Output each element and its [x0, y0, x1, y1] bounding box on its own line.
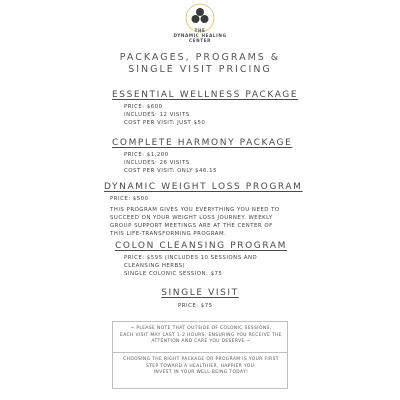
colon-price-line1: PRICE: $595 (INCLUDES 10 SESSIONS AND: [124, 255, 258, 261]
closing-line3: INVEST IN YOUR WELL-BEING TODAY!: [153, 370, 249, 375]
weight-loss-desc-line1: THIS PROGRAM GIVES YOU EVERYTHING YOU NEED TO: [110, 207, 280, 213]
logo-text-line1: THE: [194, 28, 206, 33]
single-visit-title: SINGLE VISIT: [161, 288, 239, 298]
closing-line2: STEP TOWARD A HEALTHIER, HAPPIER YOU.: [146, 363, 256, 369]
colon-price-line2: CLEANSING HERBS): [124, 263, 186, 270]
page-heading-line1: PACKAGES, PROGRAMS &: [119, 52, 281, 63]
notice-box: [112, 321, 288, 389]
closing-line1: CHOOSING THE RIGHT PACKAGE OR PROGRAM IS YOUR FIRST: [123, 357, 279, 362]
essential-includes: INCLUDES: 12 VISITS: [124, 112, 190, 119]
page-heading-line2: SINGLE VISIT PRICING: [128, 64, 272, 75]
logo-text-line2: DYNAMIC HEALING: [173, 33, 227, 38]
essential-package-title: ESSENTIAL WELLNESS PACKAGE: [112, 90, 299, 100]
weight-loss-desc-line2: SUCCEED ON YOUR WEIGHT LOSS JOURNEY. WEEKLY: [110, 215, 273, 221]
notice-line1: ~ PLEASE NOTE THAT OUTSIDE OF COLONIC SESSIONS,: [130, 326, 272, 331]
logo-text: [150, 28, 250, 43]
harmony-package-details: [124, 151, 217, 176]
harmony-cost: COST PER VISIT: ONLY $46.15: [124, 168, 217, 175]
logo-text-line3: CENTER: [189, 38, 211, 43]
essential-cost: COST PER VISIT: JUST $50: [124, 120, 206, 127]
weight-loss-description: [110, 206, 300, 238]
harmony-includes: INCLUDES: 26 VISITS: [124, 160, 190, 167]
notice-divider: [113, 352, 287, 353]
weight-loss-price: PRICE: $500: [110, 196, 149, 202]
harmony-price: PRICE: $1,200: [124, 152, 169, 158]
colon-single-session: SINGLE COLONIC SESSION: $75: [124, 271, 223, 278]
essential-package-details: [124, 103, 205, 128]
harmony-package-title: COMPLETE HARMONY PACKAGE: [112, 138, 293, 148]
colon-cleansing-title: COLON CLEANSING PROGRAM: [115, 241, 287, 251]
notice-line2: EACH VISIT MAY LAST 1-2 HOURS, ENSURING YOU RECEIVE THE: [120, 332, 282, 338]
visit-duration-note: [117, 326, 285, 346]
single-visit-price: PRICE: $75: [178, 303, 213, 309]
weight-loss-title: DYNAMIC WEIGHT LOSS PROGRAM: [104, 182, 303, 192]
essential-price: PRICE: $600: [124, 104, 163, 110]
colon-cleansing-details: [124, 254, 257, 279]
weight-loss-desc-line4: THIS LIFE-TRANSFORMING PROGRAM.: [110, 231, 227, 237]
weight-loss-desc-line3: GROUP SUPPORT MEETINGS ARE AT THE CENTER OF: [110, 223, 273, 229]
closing-message: [117, 357, 285, 377]
notice-line3: ATTENTION AND CARE YOU DESERVE ~: [151, 339, 251, 344]
